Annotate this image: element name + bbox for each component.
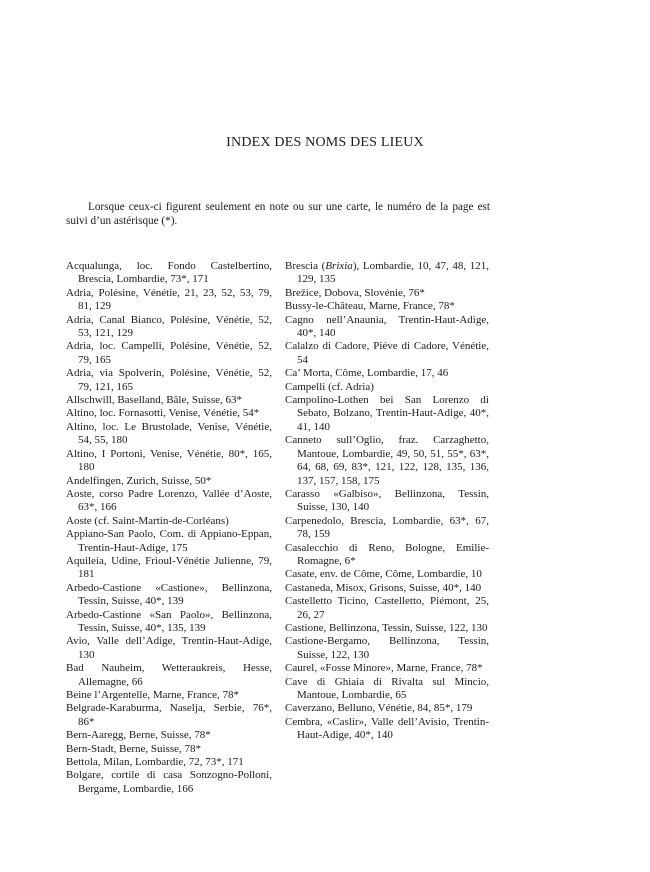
index-entry: Appiano-San Paolo, Com. di Appiano-Eppan, Trentin-Haut-Adige, 175 <box>66 528 272 554</box>
brescia-italic-name: Brixia <box>325 260 353 272</box>
index-entry: Aoste (cf. Saint-Martin-de-Corléans) <box>66 514 229 527</box>
index-entry: Allschwill, Baselland, Bâle, Suisse, 63* <box>66 394 242 407</box>
index-entry: Casalecchio di Reno, Bologne, Emilie-Romagne, 6* <box>285 541 489 567</box>
index-entry: Adria, via Spolverin, Polésine, Vénétie, 52, 79, 121, 165 <box>66 367 272 393</box>
index-entry: Altino, loc. Le Brustolade, Venise, Vénétie, 54, 55, 180 <box>66 420 272 447</box>
index-entry: Bussy-le-Château, Marne, France, 78* <box>285 300 455 313</box>
index-column-left <box>66 260 272 796</box>
index-entry: Belgrade-Karaburma, Naselja, Serbie, 76*, 86* <box>66 702 272 728</box>
index-entry: Ca’ Morta, Côme, Lombardie, 17, 46 <box>285 367 449 380</box>
index-entry: Brežice, Dobova, Slovénie, 76* <box>285 286 425 299</box>
index-entry: Adria, Polésine, Vénétie, 21, 23, 52, 53, 79, 81, 129 <box>66 286 272 313</box>
index-entry: Caurel, «Fosse Minore», Marne, France, 78* <box>285 662 483 675</box>
index-entry-brescia <box>285 260 489 287</box>
index-entry: Aquileia, Udine, Frioul-Vénétie Julienne, 79, 181 <box>66 554 272 581</box>
index-entry: Cave di Ghiaia di Rivalta sul Mincio, Mantoue, Lombardie, 65 <box>285 675 489 701</box>
index-entry: Bad Nauheim, Wetteraukreis, Hesse, Allemagne, 66 <box>66 662 272 688</box>
index-entry: Arbedo-Castione «Castione», Bellinzona, Tessin, Suisse, 40*, 139 <box>66 581 272 608</box>
index-entry: Calalzo di Cadore, Piéve di Cadore, Vénétie, 54 <box>285 340 489 366</box>
index-entry: Altino, loc. Fornasotti, Venise, Vénétie, 54* <box>66 407 260 420</box>
index-entry: Canneto sull’Oglio, fraz. Carzaghetto, Mantoue, Lombardie, 49, 50, 51, 55*, 63*, 64, 68, 69, 83*, 121, 122, 128, 135, 136, 137, 157, 158, 175 <box>285 434 489 487</box>
index-entry: Beine l’Argentelle, Marne, France, 78* <box>66 689 239 701</box>
index-entry: Cembra, «Caslir», Valle dell’Avisio, Trentin-Haut-Adige, 40*, 140 <box>285 715 489 742</box>
index-entry: Carasso «Galbiso», Bellinzona, Tessin, Suisse, 130, 140 <box>285 487 489 514</box>
brescia-text-end: ), Lombardie, 10, 47, 48, 121, 129, 135 <box>297 260 489 286</box>
index-entry: Castelletto Ticino, Castelletto, Piémont, 25, 26, 27 <box>285 595 489 621</box>
index-entry: Campolino-Lothen bei San Lorenzo di Sebato, Bolzano, Trentin-Haut-Adige, 40*, 41, 140 <box>285 394 489 433</box>
index-entry: Adria, loc. Campelli, Polésine, Vénétie, 52, 79, 165 <box>66 340 272 366</box>
index-entry: Casate, env. de Côme, Côme, Lombardie, 10 <box>285 568 482 581</box>
index-entry: Bern-Stadt, Berne, Suisse, 78* <box>66 742 202 755</box>
index-entry: Carpenedolo, Brescia, Lombardie, 63*, 67, 78, 159 <box>285 514 489 541</box>
brescia-text-start: Brescia ( <box>285 260 326 272</box>
index-entry: Bolgare, cortile di casa Sonzogno-Polloni, Bergame, Lombardie, 166 <box>66 769 272 795</box>
index-entry: Bettola, Milan, Lombardie, 72, 73*, 171 <box>66 756 244 769</box>
index-entry: Acqualunga, loc. Fondo Castelbertino, Brescia, Lombardie, 73*, 171 <box>66 260 272 286</box>
index-entry: Bern-Aaregg, Berne, Suisse, 78* <box>66 729 211 742</box>
index-entry: Andelfingen, Zurich, Suisse, 50* <box>66 474 212 487</box>
index-entry: Cagno nell’Anaunia, Trentin-Haut-Adige, 40*, 140 <box>285 313 489 340</box>
intro-note: Lorsque ceux-ci figurent seulement en note ou sur une carte, le numéro de la page est suivi d’un astérisque (*). <box>66 201 490 227</box>
page-title: INDEX DES NOMS DES LIEUX <box>226 135 424 150</box>
index-column-right <box>285 260 489 743</box>
index-entry: Caverzano, Belluno, Vénétie, 84, 85*, 179 <box>285 702 473 715</box>
index-entry: Adria, Canal Bianco, Polésine, Vénétie, 52, 53, 121, 129 <box>66 313 272 340</box>
index-entry: Castione, Bellinzona, Tessin, Suisse, 122, 130 <box>285 621 488 634</box>
index-entry: Castione-Bergamo, Bellinzona, Tessin, Suisse, 122, 130 <box>285 635 489 661</box>
index-entry: Aoste, corso Padre Lorenzo, Vallée d’Aoste, 63*, 166 <box>66 487 272 514</box>
index-entry: Castaneda, Misox, Grisons, Suisse, 40*, 140 <box>285 581 482 594</box>
index-entry: Arbedo-Castione «San Paolo», Bellinzona, Tessin, Suisse, 40*, 135, 139 <box>66 608 272 634</box>
index-entry: Altino, I Portoni, Venise, Vénétie, 80*, 165, 180 <box>66 447 272 474</box>
index-entry: Campelli (cf. Adria) <box>285 380 374 393</box>
index-entry: Avio, Valle dell’Adige, Trentin-Haut-Adige, 130 <box>66 635 272 661</box>
